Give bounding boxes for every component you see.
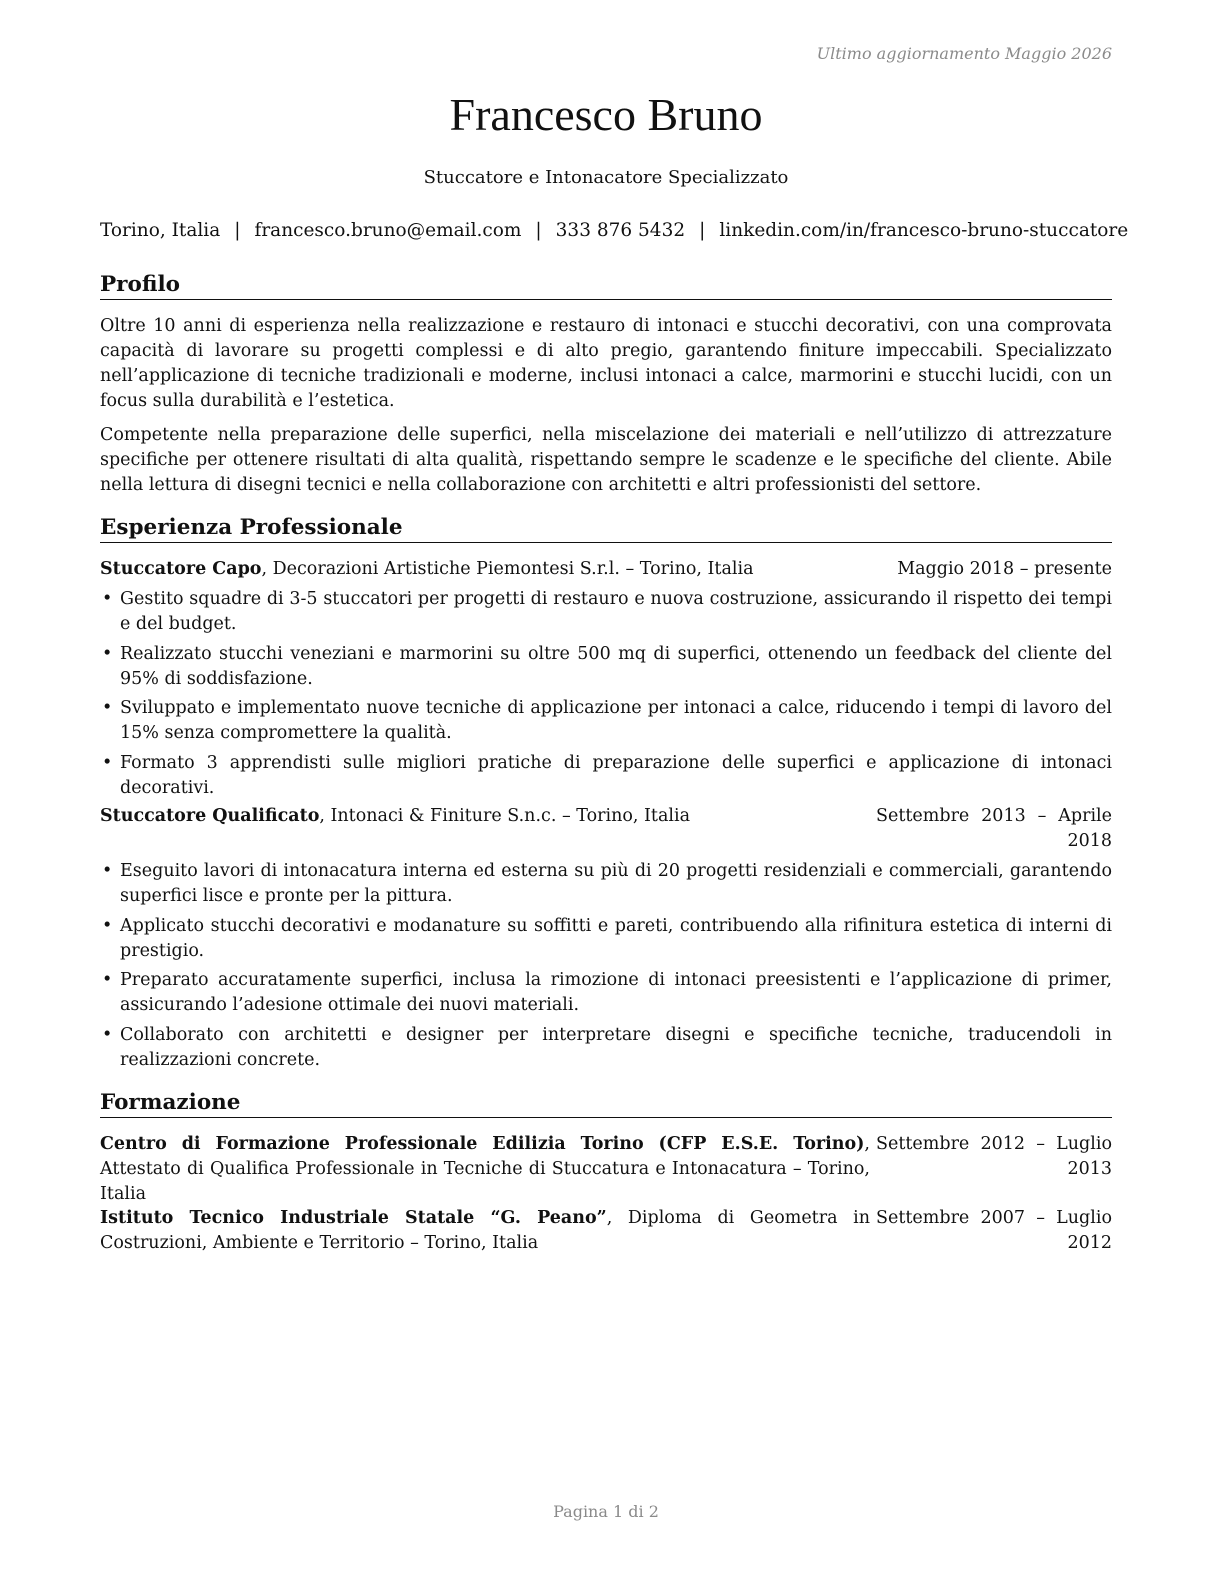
- education-detail: , Attestato di Qualifica Professionale in Tecniche di Stuccatura e Intonacatura – Torino, Italia: [100, 1134, 870, 1204]
- contact-linkedin[interactable]: linkedin.com/in/francesco-bruno-stuccatore: [719, 220, 1129, 241]
- education-dates: Settembre 2012 – Luglio 2013: [876, 1134, 1112, 1179]
- job-bullet: • Preparato accuratamente superfici, inclusa la rimozione di intonaci preesistenti e l’applicazione di primer, assicurando l’adesione ottimale dei nuovi materiali.: [100, 968, 1112, 1018]
- candidate-name: Francesco Bruno: [449, 89, 763, 140]
- job-bullet: • Sviluppato e implementato nuove tecniche di applicazione per intonaci a calce, riducendo i tempi di lavoro del 15% senza compromettere la qualità.: [100, 696, 1112, 746]
- education-entry: [100, 1132, 1112, 1207]
- contact-email[interactable]: francesco.bruno@email.com: [254, 220, 522, 241]
- resume-page: [100, 0, 1129, 1584]
- job-bullet-list: [100, 859, 1112, 1077]
- job-company: , Decorazioni Artistiche Piemontesi S.r.l. – Torino, Italia: [261, 559, 754, 579]
- job-bullet: • Eseguito lavori di intonacatura interna ed esterna su più di 20 progetti residenziali e commerciali, garantendo superfici lisce e pronte per la pittura.: [100, 859, 1112, 909]
- education-entry: [100, 1206, 1112, 1256]
- job-bullet: • Collaborato con architetti e designer per interpretare disegni e specifiche tecniche, traducendoli in realizzazioni concrete.: [100, 1023, 1112, 1073]
- job-bullet: • Applicato stucchi decorativi e modanature su soffitti e pareti, contribuendo alla rifinitura estetica di interni di prestigio.: [100, 914, 1112, 964]
- job-company: , Intonaci & Finiture S.n.c. – Torino, Italia: [319, 806, 691, 826]
- section-title-experience: Esperienza Professionale: [100, 515, 1112, 543]
- section-title-education: Formazione: [100, 1090, 1112, 1118]
- education-dates: Settembre 2007 – Luglio 2012: [876, 1208, 1112, 1253]
- job-dates: Maggio 2018 – presente: [897, 559, 1112, 579]
- contact-separator: |: [234, 220, 241, 241]
- education-school: Istituto Tecnico Industriale Statale “G. Peano”: [100, 1208, 607, 1228]
- candidate-title: Stuccatore e Intonacatore Specializzato: [423, 167, 789, 188]
- contact-line: [100, 220, 1129, 241]
- profile-paragraph: Competente nella preparazione delle superfici, nella miscelazione dei materiali e nell’utilizzo di attrezzature specifiche per ottenere risultati di alta qualità, rispettando sempre le scadenze e le specifiche del cliente. Abile nella lettura di disegni tecnici e nella collaborazione con architetti e altri professionisti del settore.: [100, 425, 1112, 495]
- contact-separator: |: [535, 220, 542, 241]
- job-role: Stuccatore Capo: [100, 559, 262, 579]
- page-number: Pagina 1 di 2: [553, 1502, 659, 1521]
- contact-phone[interactable]: 333 876 5432: [555, 220, 686, 241]
- job-bullet: • Gestito squadre di 3-5 stuccatori per progetti di restauro e nuova costruzione, assicurando il rispetto dei tempi e del budget.: [100, 587, 1112, 637]
- job-dates: Settembre 2013 – Aprile 2018: [876, 806, 1112, 851]
- profile-paragraph: Oltre 10 anni di esperienza nella realizzazione e restauro di intonaci e stucchi decorativi, con una comprovata capacità di lavorare su progetti complessi e di alto pregio, garantendo finiture impeccabili. Specializzato nell’applicazione di tecniche tradizionali e moderne, inclusi intonaci a calce, marmorini e stucchi lucidi, con un focus sulla durabilità e l’estetica.: [100, 316, 1112, 411]
- contact-separator: |: [699, 220, 706, 241]
- education-detail: , Diploma di Geometra in Costruzioni, Ambiente e Territorio – Torino, Italia: [100, 1208, 870, 1253]
- last-updated-note: Ultimo aggiornamento Maggio 2026: [816, 44, 1112, 63]
- section-title-profile: Profilo: [100, 272, 1112, 300]
- job-bullet: • Realizzato stucchi veneziani e marmorini su oltre 500 mq di superfici, ottenendo un feedback del cliente del 95% di soddisfazione.: [100, 642, 1112, 692]
- contact-location: Torino, Italia: [100, 220, 221, 241]
- job-role: Stuccatore Qualificato: [100, 806, 320, 826]
- job-bullet: • Formato 3 apprendisti sulle migliori pratiche di preparazione delle superfici e applicazione di intonaci decorativi.: [100, 751, 1112, 801]
- job-bullet-list: [100, 587, 1112, 805]
- education-school: Centro di Formazione Professionale Edilizia Torino (CFP E.S.E. Torino): [100, 1134, 865, 1154]
